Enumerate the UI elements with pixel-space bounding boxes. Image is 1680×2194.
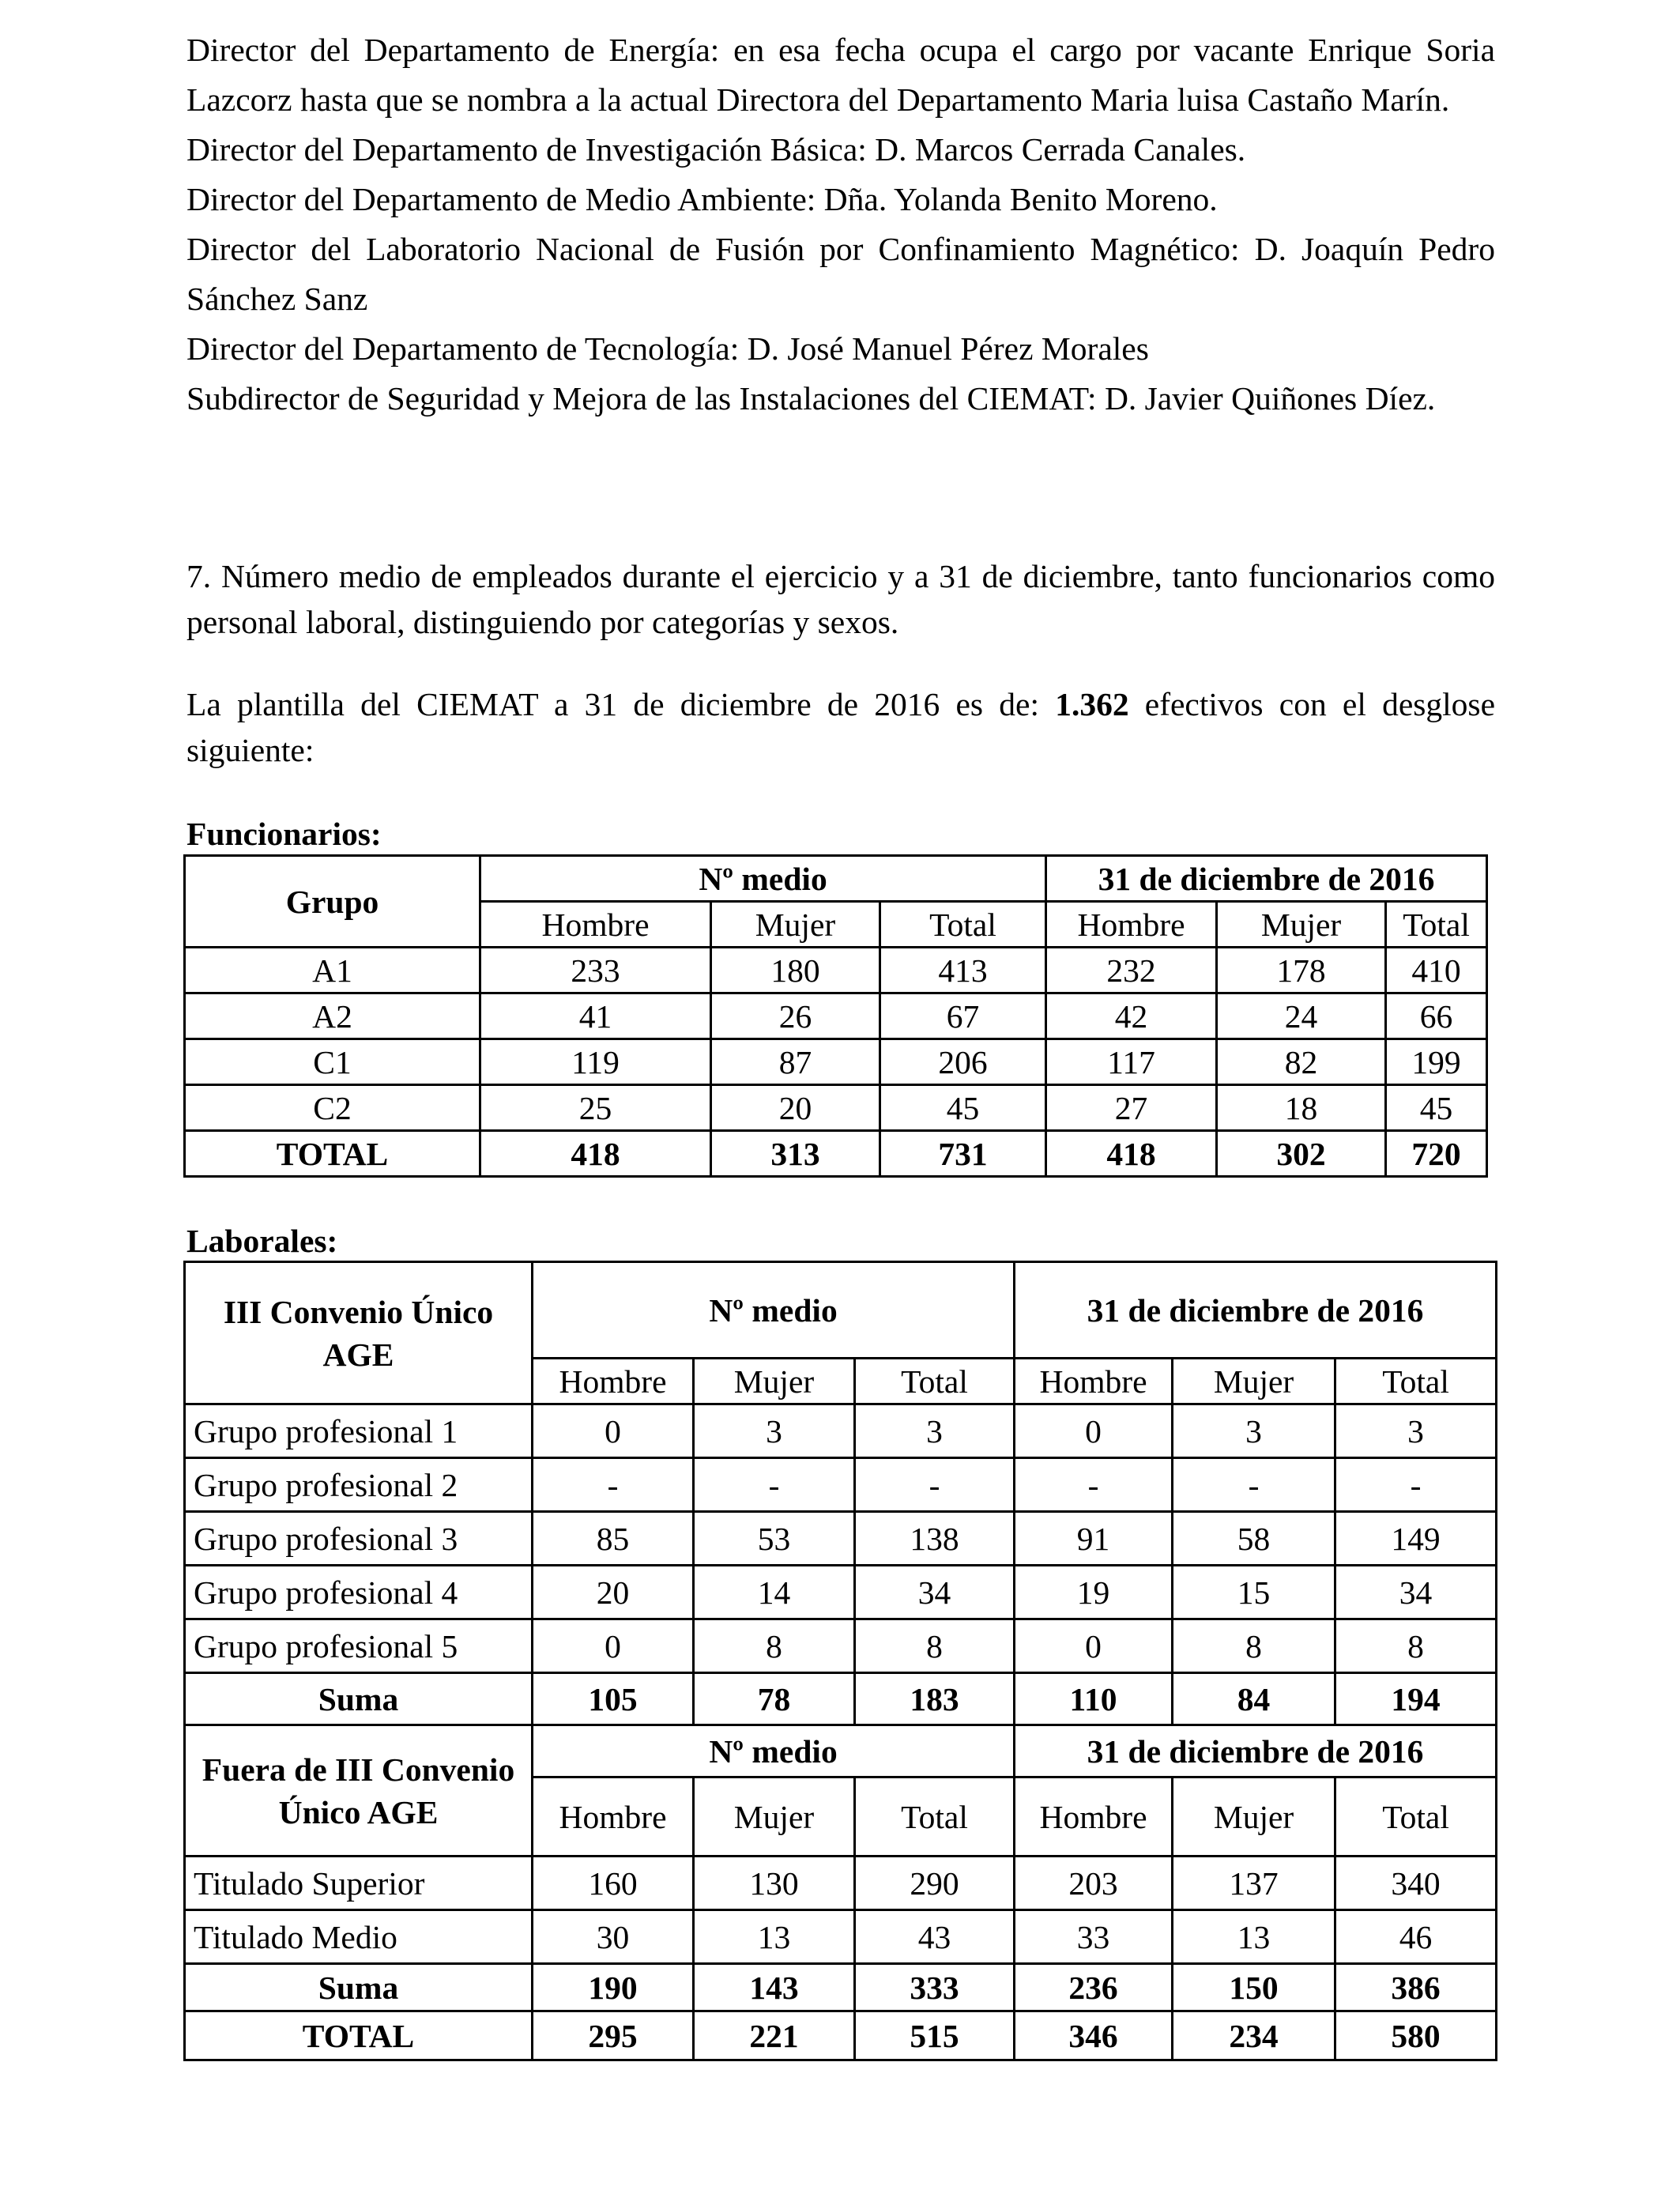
cell: 160: [533, 1857, 694, 1910]
cell: 3: [1335, 1404, 1497, 1458]
cell: 26: [711, 993, 880, 1039]
plantilla-summary: [186, 681, 1495, 773]
plantilla-text-after: efectivos con el desglose siguiente:: [186, 686, 1495, 768]
cell: 24: [1217, 993, 1386, 1039]
row-group: Grupo profesional 5: [185, 1619, 533, 1673]
table-row: [185, 1085, 1487, 1131]
col-total: Total: [1335, 1359, 1497, 1404]
col-mujer: Mujer: [1173, 1359, 1335, 1404]
cell: 33: [1015, 1910, 1173, 1964]
section-7: [186, 553, 1495, 645]
cell: 8: [1173, 1619, 1335, 1673]
col-mujer: Mujer: [694, 1777, 855, 1857]
cell: 3: [694, 1404, 855, 1458]
cell: 14: [694, 1566, 855, 1619]
laborales-heading: Laborales:: [186, 1223, 338, 1259]
paragraph-medio-ambiente: Director del Departamento de Medio Ambiente: Dña. Yolanda Benito Moreno.: [186, 181, 1218, 217]
cell: 410: [1386, 948, 1487, 993]
cell: 232: [1046, 948, 1217, 993]
suma-cell: 190: [533, 1964, 694, 2011]
table-row: [185, 1619, 1497, 1673]
cell: -: [533, 1458, 694, 1512]
period-december-header: 31 de diciembre de 2016: [1015, 1725, 1497, 1777]
total-cell: 221: [694, 2011, 855, 2060]
col-hombre: Hombre: [533, 1359, 694, 1404]
suma-cell: 143: [694, 1964, 855, 2011]
table-row: [185, 1458, 1497, 1512]
table-row: [185, 1512, 1497, 1566]
cell: 117: [1046, 1039, 1217, 1085]
funcionarios-heading: Funcionarios:: [186, 816, 382, 852]
cell: 20: [533, 1566, 694, 1619]
cell: 13: [694, 1910, 855, 1964]
col-mujer: Mujer: [711, 902, 880, 948]
total-label: TOTAL: [185, 2011, 533, 2060]
col-hombre: Hombre: [1046, 902, 1217, 948]
cell: 67: [880, 993, 1046, 1039]
period-december-header: 31 de diciembre de 2016: [1046, 856, 1487, 902]
suma-cell: 183: [855, 1673, 1015, 1725]
total-cell: 720: [1386, 1131, 1487, 1177]
col-hombre: Hombre: [480, 902, 711, 948]
cell: 91: [1015, 1512, 1173, 1566]
row-group: Grupo profesional 4: [185, 1566, 533, 1619]
table-row: [185, 1566, 1497, 1619]
cell: 41: [480, 993, 711, 1039]
row-group: C2: [185, 1085, 480, 1131]
cell: 85: [533, 1512, 694, 1566]
period-december-header: 31 de diciembre de 2016: [1015, 1262, 1497, 1359]
cell: 8: [1335, 1619, 1497, 1673]
table-subtotal-row: [185, 1673, 1497, 1725]
total-cell: 346: [1015, 2011, 1173, 2060]
suma-cell: 194: [1335, 1673, 1497, 1725]
cell: 43: [855, 1910, 1015, 1964]
total-cell: 418: [480, 1131, 711, 1177]
col-hombre: Hombre: [533, 1777, 694, 1857]
row-group: Grupo profesional 1: [185, 1404, 533, 1458]
cell: -: [855, 1458, 1015, 1512]
cell: 34: [855, 1566, 1015, 1619]
suma-label: Suma: [185, 1964, 533, 2011]
cell: 0: [1015, 1619, 1173, 1673]
cell: 413: [880, 948, 1046, 993]
row-group: Grupo profesional 2: [185, 1458, 533, 1512]
row-group: A1: [185, 948, 480, 993]
cell: 58: [1173, 1512, 1335, 1566]
cell: 340: [1335, 1857, 1497, 1910]
paragraph-section-7: 7. Número medio de empleados durante el ejercicio y a 31 de diciembre, tanto funcionarios como personal laboral, distinguiendo por categorías y sexos.: [186, 558, 1495, 640]
col-total: Total: [855, 1777, 1015, 1857]
paragraph-plantilla: [186, 681, 1495, 773]
cell: 87: [711, 1039, 880, 1085]
row-group: Titulado Superior: [185, 1857, 533, 1910]
suma-cell: 110: [1015, 1673, 1173, 1725]
plantilla-text-before: La plantilla del CIEMAT a 31 de diciembre de 2016 es de:: [186, 686, 1056, 722]
table-row: [185, 1910, 1497, 1964]
total-cell: 313: [711, 1131, 880, 1177]
cell: 45: [880, 1085, 1046, 1131]
cell: 3: [855, 1404, 1015, 1458]
period-average-header: Nº medio: [480, 856, 1046, 902]
col-hombre: Hombre: [1015, 1359, 1173, 1404]
cell: 178: [1217, 948, 1386, 993]
cell: 130: [694, 1857, 855, 1910]
cell: -: [694, 1458, 855, 1512]
cell: 0: [533, 1404, 694, 1458]
fuera-convenio-header: Fuera de III Convenio Único AGE: [185, 1725, 533, 1857]
period-average-header: Nº medio: [533, 1725, 1015, 1777]
cell: -: [1335, 1458, 1497, 1512]
cell: 206: [880, 1039, 1046, 1085]
table-row: [185, 1404, 1497, 1458]
funcionarios-table: [183, 854, 1488, 1178]
total-cell: 295: [533, 2011, 694, 2060]
suma-cell: 84: [1173, 1673, 1335, 1725]
suma-cell: 150: [1173, 1964, 1335, 2011]
cell: 138: [855, 1512, 1015, 1566]
paragraph-energia: Director del Departamento de Energía: en esa fecha ocupa el cargo por vacante Enrique Soria Lazcorz hasta que se nombra a la actual Directora del Departamento Maria luisa Castaño Marín.: [186, 32, 1495, 118]
row-group: Grupo profesional 3: [185, 1512, 533, 1566]
cell: 8: [694, 1619, 855, 1673]
total-cell: 302: [1217, 1131, 1386, 1177]
cell: 290: [855, 1857, 1015, 1910]
cell: 233: [480, 948, 711, 993]
cell: 0: [533, 1619, 694, 1673]
cell: 180: [711, 948, 880, 993]
plantilla-total: 1.362: [1055, 686, 1129, 722]
cell: 45: [1386, 1085, 1487, 1131]
col-hombre: Hombre: [1015, 1777, 1173, 1857]
cell: 149: [1335, 1512, 1497, 1566]
row-group: Titulado Medio: [185, 1910, 533, 1964]
paragraph-fusion: Director del Laboratorio Nacional de Fusión por Confinamiento Magnético: D. Joaquín Pedro Sánchez Sanz: [186, 231, 1495, 317]
cell: 8: [855, 1619, 1015, 1673]
total-cell: 731: [880, 1131, 1046, 1177]
laborales-table: [183, 1261, 1497, 2061]
paragraph-seguridad: Subdirector de Seguridad y Mejora de las Instalaciones del CIEMAT: D. Javier Quiñones Díez.: [186, 380, 1436, 417]
cell: 30: [533, 1910, 694, 1964]
total-label: TOTAL: [185, 1131, 480, 1177]
total-cell: 580: [1335, 2011, 1497, 2060]
col-mujer: Mujer: [1217, 902, 1386, 948]
paragraph-investigacion: Director del Departamento de Investigación Básica: D. Marcos Cerrada Canales.: [186, 131, 1246, 168]
table-subtotal-row: [185, 1964, 1497, 2011]
cell: 66: [1386, 993, 1487, 1039]
col-mujer: Mujer: [694, 1359, 855, 1404]
cell: 18: [1217, 1085, 1386, 1131]
row-group: A2: [185, 993, 480, 1039]
cell: 15: [1173, 1566, 1335, 1619]
cell: 19: [1015, 1566, 1173, 1619]
total-cell: 418: [1046, 1131, 1217, 1177]
cell: 82: [1217, 1039, 1386, 1085]
cell: -: [1015, 1458, 1173, 1512]
suma-cell: 236: [1015, 1964, 1173, 2011]
cell: 53: [694, 1512, 855, 1566]
cell: 137: [1173, 1857, 1335, 1910]
cell: 203: [1015, 1857, 1173, 1910]
cell: 119: [480, 1039, 711, 1085]
total-cell: 515: [855, 2011, 1015, 2060]
table-row: [185, 993, 1487, 1039]
col-total: Total: [1386, 902, 1487, 948]
total-cell: 234: [1173, 2011, 1335, 2060]
table-row: [185, 1039, 1487, 1085]
group-header: Grupo: [185, 856, 480, 948]
cell: -: [1173, 1458, 1335, 1512]
col-total: Total: [1335, 1777, 1497, 1857]
col-total: Total: [855, 1359, 1015, 1404]
cell: 27: [1046, 1085, 1217, 1131]
col-total: Total: [880, 902, 1046, 948]
suma-label: Suma: [185, 1673, 533, 1725]
suma-cell: 333: [855, 1964, 1015, 2011]
suma-cell: 105: [533, 1673, 694, 1725]
table-row: [185, 1857, 1497, 1910]
cell: 34: [1335, 1566, 1497, 1619]
cell: 46: [1335, 1910, 1497, 1964]
convenio-header: III Convenio Único AGE: [185, 1262, 533, 1404]
cell: 3: [1173, 1404, 1335, 1458]
cell: 42: [1046, 993, 1217, 1039]
suma-cell: 386: [1335, 1964, 1497, 2011]
table-total-row: [185, 2011, 1497, 2060]
cell: 25: [480, 1085, 711, 1131]
col-mujer: Mujer: [1173, 1777, 1335, 1857]
period-average-header: Nº medio: [533, 1262, 1015, 1359]
directors-list: [186, 25, 1495, 424]
cell: 20: [711, 1085, 880, 1131]
cell: 13: [1173, 1910, 1335, 1964]
table-total-row: [185, 1131, 1487, 1177]
table-row: [185, 948, 1487, 993]
suma-cell: 78: [694, 1673, 855, 1725]
cell: 0: [1015, 1404, 1173, 1458]
paragraph-tecnologia: Director del Departamento de Tecnología: D. José Manuel Pérez Morales: [186, 330, 1149, 367]
cell: 199: [1386, 1039, 1487, 1085]
row-group: C1: [185, 1039, 480, 1085]
